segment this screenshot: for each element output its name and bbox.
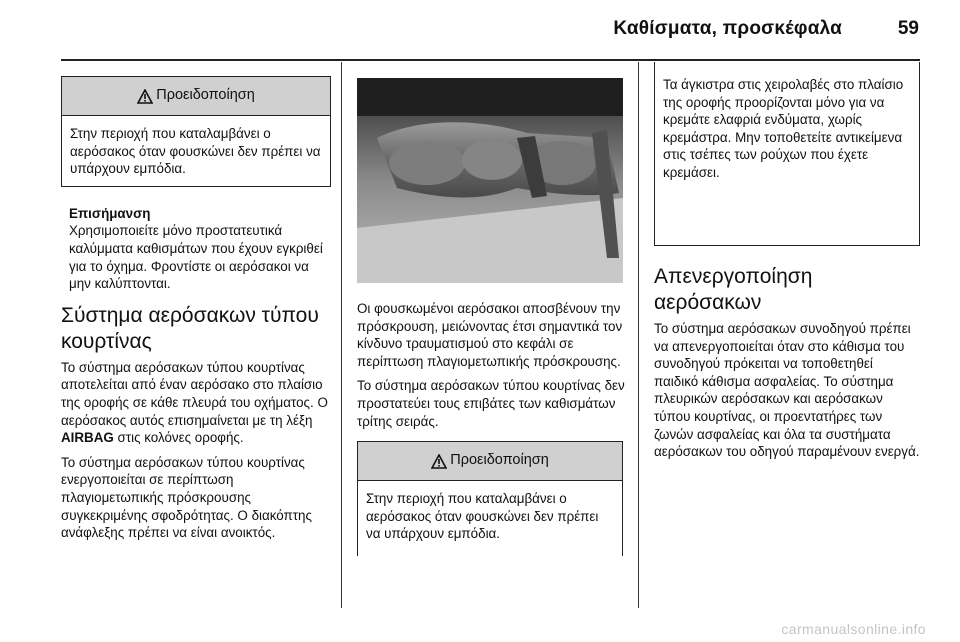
info-box-text: Τα άγκιστρα στις χειρολαβές στο πλαίσιο της οροφής προορίζονται μόνο για να κρεμάτε ελαφριά ενδύματα, χωρίς κρεμάστρα. Μην τοποθετείτε αντικείμενα στις τσέπες των ρούχων που έχετε κρεμάσει. bbox=[663, 77, 904, 180]
curtain-airbag-photo bbox=[357, 78, 623, 283]
page-header bbox=[0, 0, 960, 60]
column-left bbox=[61, 62, 331, 549]
airbag-label: AIRBAG bbox=[61, 430, 114, 446]
paragraph: Το σύστημα αερόσακων τύπου κουρτίνας δεν προστατεύει τους επιβάτες των καθισμάτων τρίτης σειράς. bbox=[357, 378, 625, 429]
section-heading-airbag-deactivation: Απενεργοποίηση αερόσακων bbox=[654, 265, 813, 314]
warning-text: Στην περιοχή που καταλαμβάνει ο αερόσακος όταν φουσκώνει δεν πρέπει να υπάρχουν εμπόδια. bbox=[366, 491, 599, 542]
warning-box bbox=[61, 76, 331, 187]
page-title: Καθίσματα, προσκέφαλα bbox=[613, 18, 842, 39]
column-right bbox=[654, 62, 920, 468]
warning-header bbox=[358, 442, 622, 481]
paragraph: Το σύστημα αερόσακων συνοδηγού πρέπει να απενεργοποιείται όταν στο κάθισμα του συνοδηγού πρόκειται να τοποθετηθεί παιδικό κάθισμα ασφαλείας. Το σύστημα πλευρικών αερόσακων και αερόσακων τύπου κουρτίνας, οι προεντατήρες των ζωνών ασφαλείας και όλα τα συστήματα αερόσακων του οδηγού παραμένουν ενεργά. bbox=[654, 321, 920, 460]
warning-header bbox=[62, 77, 330, 116]
note-text: Χρησιμοποιείτε μόνο προστατευτικά καλύμματα καθισμάτων που έχουν εγκριθεί για το όχημα. Φροντίστε οι αερόσακοι να μην καλύπτονται. bbox=[69, 223, 323, 292]
warning-box bbox=[357, 441, 623, 556]
warning-triangle-icon bbox=[431, 454, 447, 469]
warning-triangle-icon bbox=[137, 89, 153, 104]
column-divider-1 bbox=[341, 62, 342, 608]
paragraph: Οι φουσκωμένοι αερόσακοι αποσβένουν την πρόσκρουση, μειώνοντας έτσι σημαντικά τον κίνδυνο τραυματισμού στο κεφάλι σε περίπτωση πλαγιομετωπικής πρόσκρουσης. bbox=[357, 301, 623, 369]
note-block bbox=[61, 205, 331, 293]
warning-title: Προειδοποίηση bbox=[156, 87, 255, 104]
info-box bbox=[654, 62, 920, 246]
page-number: 59 bbox=[897, 18, 919, 39]
note-title: Επισήμανση bbox=[69, 205, 151, 221]
watermark: carmanualsonline.info bbox=[781, 621, 926, 637]
header-divider bbox=[61, 59, 920, 61]
column-divider-2 bbox=[638, 62, 639, 608]
warning-text: Στην περιοχή που καταλαμβάνει ο αερόσακος όταν φουσκώνει δεν πρέπει να υπάρχουν εμπόδια. bbox=[70, 126, 321, 177]
paragraph: Το σύστημα αερόσακων τύπου κουρτίνας αποτελείται από έναν αερόσακο στο πλαίσιο της οροφής σε κάθε πλευρά του οχήματος. Ο αερόσακος αυτός επισημαίνεται με τη λέξη AIRBAG στις κολόνες οροφής. bbox=[61, 359, 328, 446]
section-heading-curtain-airbag: Σύστημα αερόσακων τύπου κουρτίνας bbox=[61, 303, 319, 353]
column-middle bbox=[357, 300, 625, 556]
curtain-airbag-illustration bbox=[357, 78, 623, 283]
warning-title: Προειδοποίηση bbox=[450, 452, 549, 469]
paragraph: Το σύστημα αερόσακων τύπου κουρτίνας ενεργοποιείται σε περίπτωση πλαγιομετωπικής πρόσκρουσης συγκεκριμένης σφοδρότητας. Ο διακόπτης ανάφλεξης πρέπει να είναι ανοικτός. bbox=[61, 454, 312, 541]
